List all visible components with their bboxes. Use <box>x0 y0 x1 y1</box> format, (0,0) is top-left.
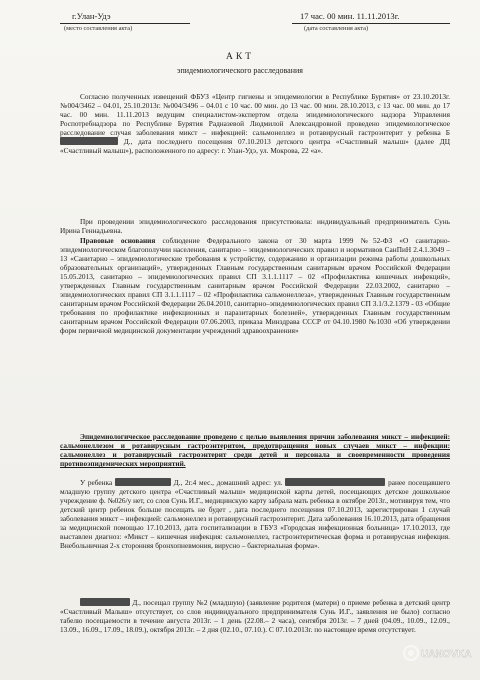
place-caption: (место составления акта) <box>64 25 133 32</box>
watermark-logo <box>402 634 472 672</box>
paragraph-attendance <box>60 598 450 634</box>
watermark-text: UANOVKA <box>421 649 472 660</box>
paragraph-notice-text: Согласно полученных извещений ФБУЗ «Центр гигиены и эпидемиологии в Республике Бурятия» от 23.10.2013г. №004/3462 – 04.01, 25.10.2013г. №004/3496 – 04.01 с 10 час. 00 мин. до 13 час. 00 мин. 28.10.2013, с 13 час. 00 мин. до 17 час. 00 мин. 11.11.2013 ведущим специалистом-экспертом отдела эпидемиологического надзора Управления Роспотребнадзора по Республике Бурятия Радназевой Людмилой Александровной проведено эпидемиологическое расследование случая заболевания микст – инфекцией: сальмонеллез и ротавирусный гастроэнтерит у ребенка Б <box>60 92 450 138</box>
datetime-caption: (дата составления акта) <box>304 25 369 32</box>
case-text-c: ранее посещавшего младшую группу детского центра «Счастливый малыш» медицинской карты детей, посещающих детское дошкольное учреждение ф. №026/у нет, со слов Сунь И.Г., медицинскую карту забрала мать ребенка в октябре 2013г., мотивируя тем, что детский центр ребенок больше посещать не будет , дата последнего посещения 07.10.2013, зарегистрирован 1 случай заболевания микст – инфекцией: сальмонеллез и ротавирусный гастроэнтерит. Дата заболевания 16.10.2013, дата обращения за медицинской помощью 17.10.2013, дата госпитализации в ГБУЗ «Городская инфекционная больница» 17.10.2013, где выставлен диагноз: «Микст – кишечная инфекция: сальмонеллез, гастроэнтеритическая форма и ротавирусная инфекция. Внебольничная 2-х сторонняя бронхопневмония, вирусно – бактериальная форма». <box>60 478 450 551</box>
paragraph-case-details <box>60 478 450 550</box>
case-text-a: У ребенка <box>80 478 115 487</box>
attendance-text-b: Д., посещал группу №2 (младшую) (заявление родителя (матери) о приеме ребенка в детский центр «Счастливый Малыш» отсутствует, со слов индивидуального предпринимателя Сунь И.Г., заявления не было) согласно табелю посещаемости в течение августа 2013г. – 1 день (22.08.– 2 часа), сентября 2013г. – 7 дней (04.09., 10.09., 12.09., 13.09., 16.09., 17.09., 18.09.), октября 2013г. – 2 дня (02.10., 07.10.). С 07.10.2013г. по настоящее время отсутствует. <box>60 598 450 635</box>
datetime-value: 17 час. 00 мин. 11.11.2013г. <box>300 11 400 21</box>
place-value: г.Улан-Удэ <box>72 11 111 21</box>
paragraph-legal-basis <box>60 236 450 336</box>
document-subtitle: эпидемиологического расследования <box>177 66 303 75</box>
redaction-block <box>80 598 130 606</box>
document-title: АКТ <box>226 52 254 62</box>
paragraph-notice-text-after: Д., дата последнего посещения 07.10.2013 детского центра «Счастливый малыш» (далее ДЦ «Счастливый малыш»), расположенного по адресу: г. Улан-Удэ, ул. Мокрова, 22 «а». <box>60 137 450 156</box>
datetime-underline <box>292 23 450 24</box>
paragraph-notice <box>60 92 450 155</box>
legal-basis-label: Правовые основания <box>80 236 156 245</box>
redaction-block <box>285 478 385 486</box>
redaction-block <box>60 137 118 145</box>
case-text-b: Д., 2г.4 мес., домашний адрес: ул. <box>170 478 286 487</box>
legal-basis-text: соблюдение Федерального закона от 30 марта 1999 №52-ФЗ «О санитарно-эпидемиологическом благополучии населения, санитарно – эпидемиологических правил и нормативов СанПиН 2.4.1.3049 – 13 «Санитарно – эпидемиологические требования к устройству, содержанию и организации режима работы дошкольных образовательных организаций», утвержденных Главным государственным санитарным врачом Российской Федерации 15.05.2013, санитарно – эпидемиологических правил СП 3.1.1.1117 – 02 «Профилактика кишечных инфекций», утвержденных Главным государственным санитарным врачом Российской Федерации 22.03.2002, санитарно – эпидемиологических правил СП 3.1.1.1117 – 02 «Профилактика сальмонеллеза», утвержденных Главным государственным санитарным врачом Российской Федерации 26.04.2010, санитарно–эпидемиологических правил СП 3.1/3.2.1379 - 03 «Общие требования по профилактике инфекционных и паразитарных болезней», утвержденных Главным государственным санитарным врачом Российской Федерации 07.06.2003, приказа Минздрава СССР от 04.10.1980 №1030 «Об утверждении форм первичной медицинской документации учреждений здравоохранения» <box>60 236 451 336</box>
redaction-block <box>115 478 171 486</box>
paragraph-purpose: Эпидемиологическое расследование проведено с целью выявления причин заболевания микст – инфекцией: сальмонеллезом и ротавирусным гастроэнтеритом, предотвращения новых случаев микст – инфекции: сальмонеллез и ротавирусный гастроэнтерит среди детей и персонала и своевременности проведения противоэпидемических мероприятий. <box>60 432 450 469</box>
place-underline <box>60 23 190 24</box>
paragraph-attendees: При проведении эпидемиологического расследования присутствовала: индивидуальный предприниматель Сунь Ирина Геннадьевна. <box>60 217 450 236</box>
